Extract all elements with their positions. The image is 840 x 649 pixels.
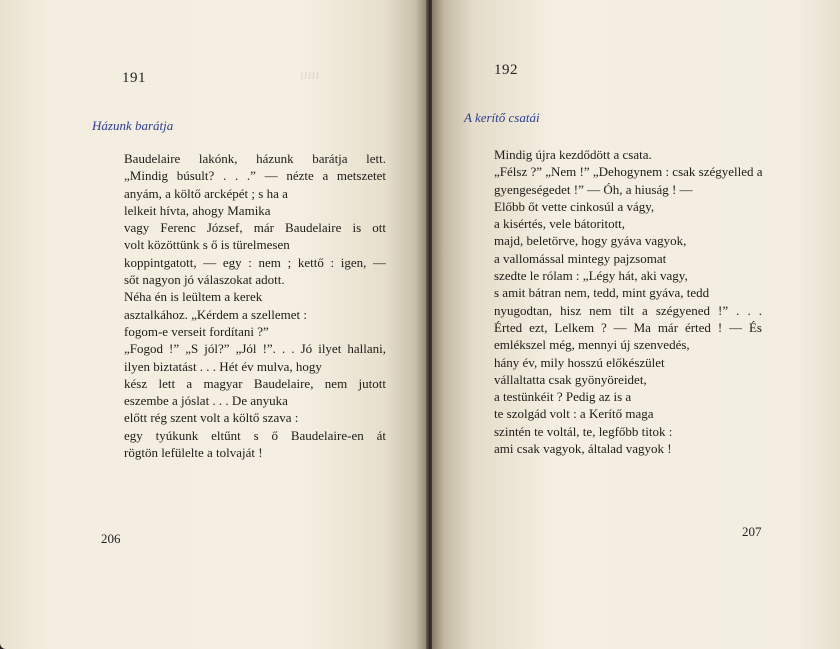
poem-line: vagy Ferenc József, már Baudelaire is ott	[124, 220, 386, 236]
poem-line: anyám, a költő arcképét ; s ha a	[124, 185, 288, 201]
poem-line: sőt nagyon jó válaszokat adott.	[124, 272, 285, 288]
poem-line: eszembe a jóslat . . . De anyuka	[124, 393, 288, 409]
poem-line: asztalkához. „Kérdem a szellemet :	[124, 306, 307, 322]
left-folio: 206	[101, 531, 121, 546]
left-section-title: Házunk barátja	[92, 118, 174, 133]
poem-line: „Mindig búsult? . . .” — nézte a metszetet	[124, 168, 386, 184]
poem-line: „Félsz ?” „Nem !” „Dehogynem : csak szégyelled a	[494, 164, 763, 180]
poem-line: vállaltatta csak gyönyöreidet,	[494, 371, 647, 387]
right-poem	[494, 146, 762, 457]
poem-line: te szolgád volt : a Kerítő maga	[494, 406, 654, 422]
poem-line: egy tyúkunk eltűnt s ő Baudelaire-en át	[124, 427, 386, 443]
right-folio: 207	[742, 524, 762, 539]
poem-line: volt közöttünk s ő is türelmesen	[124, 237, 290, 253]
left-poem	[124, 150, 386, 461]
poem-line: a vallomással mintegy pajzsomat	[494, 250, 667, 266]
poem-line: nyugodtan, hisz nem tilt a szégyened !” . . .	[494, 302, 762, 318]
poem-line: szedte le rólam : „Légy hát, aki vagy,	[494, 268, 688, 284]
poem-line: ilyen biztatást . . . Hét év mulva, hogy	[124, 358, 322, 374]
poem-line: a testünkéit ? Pedig az is a	[494, 389, 632, 405]
poem-line: a kisértés, vele bátoritott,	[494, 216, 626, 232]
poem-line: lelkeit hívta, ahogy Mamika	[124, 202, 271, 218]
poem-line: „Fogod !” „S jól?” „Jól !”. . . Jó ilyet hallani,	[124, 341, 386, 357]
poem-line: ami csak vagyok, általad vagyok !	[494, 441, 672, 457]
poem-line: fogom-e verseit fordítani ?”	[124, 323, 269, 339]
poem-line: szintén te voltál, te, legfőbb titok :	[494, 423, 673, 439]
poem-line: hány év, mily hosszú előkészület	[494, 354, 665, 370]
poem-line: gyengeségedet !” — Óh, a hiuság ! —	[494, 181, 693, 197]
poem-line: Néha én is leültem a kerek	[124, 289, 263, 305]
poem-line: Érted ezt, Lelkem ? — Ma már érted ! — És	[494, 319, 762, 335]
poem-line: kész lett a magyar Baudelaire, nem jutott	[124, 375, 386, 391]
poem-line: rögtön lefülelte a tolvaját !	[124, 445, 263, 461]
poem-line: majd, beletörve, hogy gyáva vagyok,	[494, 233, 687, 249]
poem-line: koppintgatott, — egy : nem ; kettő : igen, —	[124, 254, 386, 270]
right-running-number: 192	[494, 62, 518, 78]
poem-line: előtt rég szent volt a költő szava :	[124, 410, 299, 426]
poem-line: s amit bátran nem, tedd, mint gyáva, tedd	[494, 285, 710, 301]
right-page	[432, 0, 840, 649]
left-running-number: 191	[122, 70, 146, 86]
show-through: ııııı	[300, 68, 320, 83]
poem-line: emlékszel még, mennyi új szenvedés,	[494, 337, 690, 353]
poem-line: Előbb őt vette cinkosúl a vágy,	[494, 198, 655, 214]
poem-line: Mindig újra kezdődött a csata.	[494, 147, 652, 162]
poem-line: Baudelaire lakónk, házunk barátja lett.	[124, 151, 386, 166]
right-section-title: A kerítő csatái	[464, 110, 540, 125]
